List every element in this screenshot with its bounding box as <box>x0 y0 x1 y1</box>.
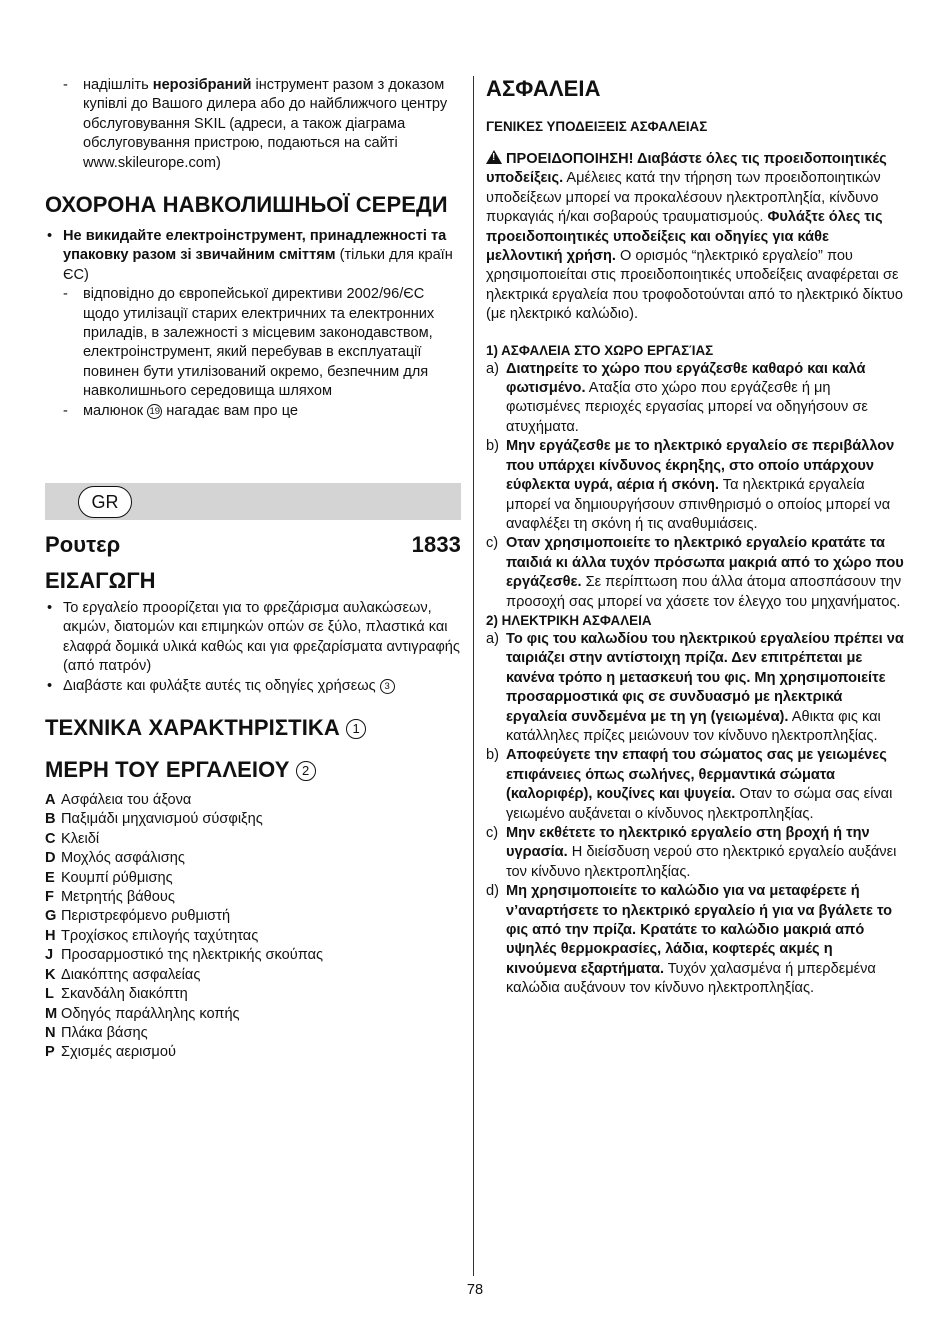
safety-item-text: Οταν το σώμα σας είναι γειωμένο αυξάνεται ο κίνδυνος ηλεκτροπληξίας. <box>506 786 893 822</box>
safety-item-text: Σε περίπτωση που άλλα άτομα αποσπάσουν την προσοχή σας μπορεί να χάσετε τον έλεγχο του μηχανήματος. <box>506 574 902 610</box>
environment-bullet: • Не викидайте електроінструмент, принадлежності та упаковку разом зі звичайним сміттям (тільки для країн ЄС) <box>45 227 461 285</box>
product-title-row <box>45 532 461 558</box>
part-label: Σκανδάλη διακόπτη <box>61 986 188 1003</box>
part-item <box>45 907 461 926</box>
environment-heading: ОХОРОНА НАВКОЛИШНЬОЇ СЕРЕДИ <box>45 192 448 218</box>
general-safety-heading: ΓΕΝΙΚΕΣ ΥΠΟΔΕΙΞΕΙΣ ΑΣΦΑΛΕΙΑΣ <box>486 119 708 134</box>
safety-item <box>486 630 904 746</box>
right-column <box>486 76 904 999</box>
safety-item-bold: Μην εργάζεσθε με το ηλεκτρικό εργαλείο σε περιβάλλον που υπάρχει κίνδυνος έκρηξης, στο οποίο υπάρχουν εύφλεκτα υγρά, αέρια ή σκόνη. <box>506 438 895 494</box>
safety-item <box>486 534 904 612</box>
part-letter: E <box>45 869 55 886</box>
safety-item-bold: Μη χρησιμοποιείτε το καλώδιο για να μεταφέρετε ή ν’αναρτήσετε το ηλεκτρικό εργαλείο ή για να βγάλετε το φις από την πρίζα. Κρατάτε το καλώδιο μακριά από υψηλές θερμοκρασίες, λάδια, κοφτερές ακμές η κινούμενα εξαρτήματα. <box>506 883 893 977</box>
part-label: Μετρητής βάθους <box>61 889 175 906</box>
figure-1-marker: 1 <box>346 719 366 739</box>
part-label: Περιστρεφόμενο ρυθμιστή <box>61 908 231 925</box>
part-item <box>45 946 461 965</box>
tool-parts-heading: ΜΕΡΗ ΤΟΥ ΕΡΓΑΛΕΙΟΥ 2 <box>45 757 461 783</box>
parts-list <box>45 791 461 1063</box>
part-label: Κουμπί ρύθμισης <box>61 869 173 886</box>
safety-item-label: c) <box>486 535 499 552</box>
work-area-safety-list <box>486 360 904 612</box>
product-name: Ρουτερ <box>45 532 121 557</box>
work-area-safety-heading: 1) ΑΣΦΑΛΕΙΑ ΣΤΟ ΧΩΡΟ ΕΡΓΑΣΊΑΣ <box>486 342 714 358</box>
language-band <box>45 483 461 520</box>
safety-item-bold: Οταν χρησιμοποιείτε το ηλεκτρικό εργαλείο κρατάτε τα παιδιά κι άλλα τυχόν πρόσωπα μακριά από το χώρο που εργάζεσθε. <box>506 535 904 591</box>
part-label: Διακόπτης ασφαλείας <box>61 966 201 983</box>
part-label: Πλάκα βάσης <box>61 1024 148 1041</box>
part-letter: M <box>45 1005 58 1022</box>
part-item <box>45 791 461 810</box>
part-label: Οδηγός παράλληλης κοπής <box>61 1005 240 1022</box>
safety-item <box>486 824 904 882</box>
safety-item-label: a) <box>486 360 499 377</box>
safety-item-bold: Μην εκθέτετε το ηλεκτρικό εργαλείο στη βροχή ή την υγρασία. <box>506 825 870 861</box>
part-letter: B <box>45 811 56 828</box>
part-item <box>45 810 461 829</box>
part-letter: J <box>45 947 54 964</box>
part-letter: D <box>45 850 56 867</box>
part-label: Σχισμές αερισμού <box>61 1044 176 1061</box>
introduction-heading: ΕΙΣΑΓΩΓΗ <box>45 568 156 593</box>
safety-item-text: Η διείσδυση νερού στο ηλεκτρικό εργαλείο αυξάνει τον κίνδυνο ηλεκτροπληξίας. <box>506 844 897 880</box>
electrical-safety-heading: 2) ΗΛΕΚΤΡΙΚΗ ΑΣΦΑΛΕΙΑ <box>486 612 652 628</box>
part-label: Κλειδί <box>61 830 100 847</box>
safety-item <box>486 437 904 534</box>
part-letter: C <box>45 830 56 847</box>
part-letter: G <box>45 908 57 925</box>
warning-icon <box>486 150 502 164</box>
safety-heading: ΑΣΦΑΛΕΙΑ <box>486 76 601 101</box>
product-code: 1833 <box>411 532 461 557</box>
safety-item-label: b) <box>486 438 499 455</box>
part-label: Προσαρμοστικό της ηλεκτρικής σκούπας <box>61 947 324 964</box>
safety-item-text: Αταξία στο χώρο που εργάζεσθε ή μη φωτισμένες περιοχές εργασίας μπορεί να οδηγήσουν σε ατυχήματα. <box>506 380 868 435</box>
environment-symbol-note: - малюнок 19 нагадає вам про це <box>45 402 461 421</box>
safety-item-text: Τυχόν χαλασμένα ή μπερδεμένα καλώδια αυξάνουν τον κίνδυνο ηλεκτροπληξίας. <box>506 960 876 997</box>
safety-item <box>486 360 904 438</box>
figure-2-marker: 2 <box>296 761 316 781</box>
part-letter: N <box>45 1024 56 1041</box>
intended-use-bullet: • Το εργαλείο προορίζεται για το φρεζάρισμα αυλακώσεων, ακμών, διατομών και επιμηκών οπών σε ξύλο, πλαστικά και ελαφρά δομικά υλικά καθώς και για φρεζαρίσματα αντιγραφής (από πατρόν) <box>45 599 461 677</box>
part-label: Τροχίσκος επιλογής ταχύτητας <box>61 927 259 944</box>
environment-directive: - відповідно до європейської директиви 2002/96/ЄС щодо утилізації старих електричних та електронних приладів, в залежності з місцевим законодавством, електроінструмент, який перебував в експлуатації повинен бути утилізований окремо, безпечним для навколишнього середовища шляхом <box>45 285 461 401</box>
part-letter: A <box>45 792 56 809</box>
part-label: Μοχλός ασφάλισης <box>61 850 185 867</box>
left-column-lower <box>45 532 461 1063</box>
part-letter: H <box>45 927 56 944</box>
safety-item-label: a) <box>486 630 499 647</box>
part-item <box>45 869 461 888</box>
safety-item-label: c) <box>486 825 499 841</box>
safety-item-text: Τα ηλεκτρικά εργαλεία μπορεί να δημιουργήσουν σπινθηρισμό ο οποίος μπορεί να αναφλέξει τη σκόνη ή τις αναθυμιάσεις. <box>506 477 891 532</box>
safety-item <box>486 882 904 998</box>
left-column <box>45 76 461 421</box>
part-item <box>45 849 461 868</box>
warning-paragraph: !ΠΡΟΕΙΔΟΠΟΙΗΣΗ! Διαβάστε όλες τις προειδοποιητικές υποδείξεις. Αμέλειες κατά την τήρηση των προειδοποιητικών υποδείξεων μπορεί να προκαλέσουν ηλεκτροπληξία, κίνδυνο πυρκαγιάς ή/και σοβαρούς τραυματισμούς. Φυλάξτε όλες τις προειδοποιητικές υποδείξεις και οδηγίες για κάθε μελλοντική χρήση. Ο ορισμός “ηλεκτρικό εργαλείο” που χρησιμοποιείται στις προειδοποιητικές υποδείξεις αναφέρεται σε ηλεκτρικά εργαλεία που τροφοδοτούνται από το ηλεκτρικό δίκτυο (με ηλεκτρικό καλώδιο). <box>486 150 904 325</box>
safety-item-bold: Το φις του καλωδίου του ηλεκτρικού εργαλείου πρέπει να ταιριάζει στην αντίστοιχη πρίζα. Δεν επιτρέπεται με κανένα τρόπο η μετασκευή του φις. Μη χρησιμοποιείτε προσαρμοστικά φις σε συνδυασμό με ηλεκτρικά εργαλεία συνδεμένα με τη γη (γειωμένα). <box>506 630 904 725</box>
part-letter: L <box>45 986 54 1003</box>
part-item <box>45 888 461 907</box>
page-number: 78 <box>466 1282 484 1298</box>
part-letter: F <box>45 889 54 906</box>
column-divider <box>473 76 474 1276</box>
read-instructions-bullet: • Διαβάστε και φυλάξτε αυτές τις οδηγίες χρήσεως 3 <box>45 677 461 696</box>
part-letter: K <box>45 966 56 983</box>
part-letter: P <box>45 1044 55 1061</box>
part-item <box>45 966 461 985</box>
language-code-badge: GR <box>78 486 132 518</box>
part-item <box>45 1005 461 1024</box>
figure-3-marker: 3 <box>380 679 395 694</box>
safety-item-bold: Διατηρείτε το χώρο που εργάζεσθε καθαρό και καλά φωτισμένο. <box>506 360 866 397</box>
safety-item-text: Αθικτα φις και κατάλληλες πρίζες μειώνουν τον κίνδυνο ηλεκτροπληξίας. <box>506 708 881 744</box>
part-item <box>45 1043 461 1062</box>
part-item <box>45 927 461 946</box>
part-label: Ασφάλεια του άξονα <box>61 792 192 809</box>
electrical-safety-list <box>486 630 904 999</box>
technical-data-heading: ΤΕΧΝΙΚΑ ΧΑΡΑΚΤΗΡΙΣΤΙΚΑ 1 <box>45 715 461 741</box>
safety-item-label: b) <box>486 747 499 764</box>
return-instruction: - надішліть нерозібраний інструмент разом з доказом купівлі до Вашого дилера або до найближчого центру обслуговування SKIL (адреси, а також діаграма обслуговування пристрою, подаються на сайті www.skileurope.com) <box>45 76 461 173</box>
part-item <box>45 1024 461 1043</box>
part-item <box>45 985 461 1004</box>
figure-19-marker: 19 <box>147 404 162 419</box>
part-item <box>45 830 461 849</box>
part-label: Παξιμάδι μηχανισμού σύσφιξης <box>61 811 263 828</box>
safety-item <box>486 746 904 824</box>
safety-item-bold: Αποφεύγετε την επαφή του σώματος σας με γειωμένες επιφάνειες όπως σωλήνες, θερμαντικά σώματα (καλοριφέρ), κουζίνες και ψυγεία. <box>506 747 887 803</box>
safety-item-label: d) <box>486 883 499 900</box>
